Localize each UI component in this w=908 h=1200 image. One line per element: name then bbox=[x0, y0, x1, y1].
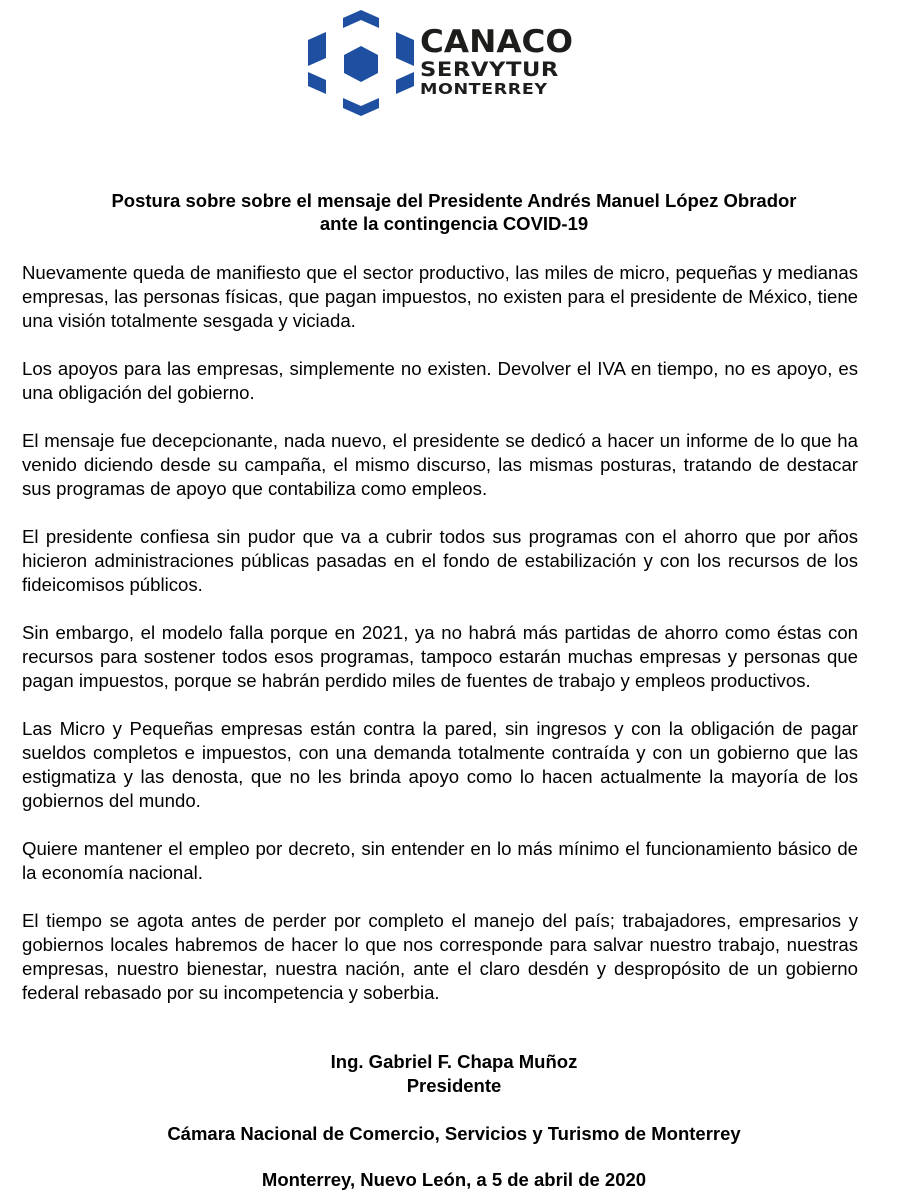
title-line-2: ante la contingencia COVID-19 bbox=[319, 213, 589, 234]
paragraph: El mensaje fue decepcionante, nada nuevo, el presidente se dedicó a hacer un informe de lo que ha venido diciendo desde su campaña, el mismo discurso, las mismas posturas, tratando de destacar sus programas de apoyo que contabiliza como empleos. bbox=[22, 430, 858, 499]
paragraph: El presidente confiesa sin pudor que va a cubrir todos sus programas con el ahorro que por años hicieron administraciones públicas pasadas en el fondo de estabilización y con los recursos de los fideicomisos públicos. bbox=[22, 526, 858, 595]
document-title bbox=[0, 189, 908, 235]
document-body bbox=[22, 261, 858, 1029]
place-and-date: Monterrey, Nuevo León, a 5 de abril de 2020 bbox=[261, 1169, 647, 1190]
paragraph: Quiere mantener el empleo por decreto, sin entender en lo más mínimo el funcionamiento básico de la economía nacional. bbox=[22, 838, 858, 883]
paragraph: Los apoyos para las empresas, simplemente no existen. Devolver el IVA en tiempo, no es apoyo, es una obligación del gobierno. bbox=[22, 358, 858, 403]
signer-role: Presidente bbox=[406, 1075, 502, 1096]
canaco-hexagon-icon bbox=[306, 8, 416, 118]
paragraph: Las Micro y Pequeñas empresas están contra la pared, sin ingresos y con la obligación de pagar sueldos completos e impuestos, con una demanda totalmente contraída y con un gobierno que las estigmatiza y las denosta, que no les brinda apoyo como lo hacen actualmente la mayoría de los gobiernos del mundo. bbox=[22, 718, 858, 811]
canaco-logo bbox=[298, 0, 584, 124]
paragraph: Nuevamente queda de manifiesto que el sector productivo, las miles de micro, pequeñas y medianas empresas, las personas físicas, que pagan impuestos, no existen para el presidente de México, tiene una visión totalmente sesgada y viciada. bbox=[22, 262, 858, 331]
paragraph: El tiempo se agota antes de perder por completo el manejo del país; trabajadores, empresarios y gobiernos locales habremos de hacer lo que nos corresponde para salvar nuestro trabajo, nuestras empresas, nuestro bienestar, nuestra nación, ante el claro desdén y despropósito de un gobierno federal rebasado por su incompetencia y soberbia. bbox=[22, 910, 858, 1003]
organization-name: Cámara Nacional de Comercio, Servicios y Turismo de Monterrey bbox=[167, 1123, 741, 1144]
logo-text-servytur: SERVYTUR bbox=[420, 58, 559, 81]
signer-name: Ing. Gabriel F. Chapa Muñoz bbox=[330, 1051, 578, 1072]
title-line-1: Postura sobre sobre el mensaje del Presidente Andrés Manuel López Obrador bbox=[111, 190, 797, 211]
logo-text-monterrey: MONTERREY bbox=[420, 80, 548, 98]
logo-text-canaco: CANACO bbox=[420, 24, 574, 60]
paragraph: Sin embargo, el modelo falla porque en 2021, ya no habrá más partidas de ahorro como éstas con recursos para sostener todos esos programas, tampoco estarán muchas empresas y personas que pagan impuestos, porque se habrán perdido miles de fuentes de trabajo y empleos productivos. bbox=[22, 622, 858, 691]
